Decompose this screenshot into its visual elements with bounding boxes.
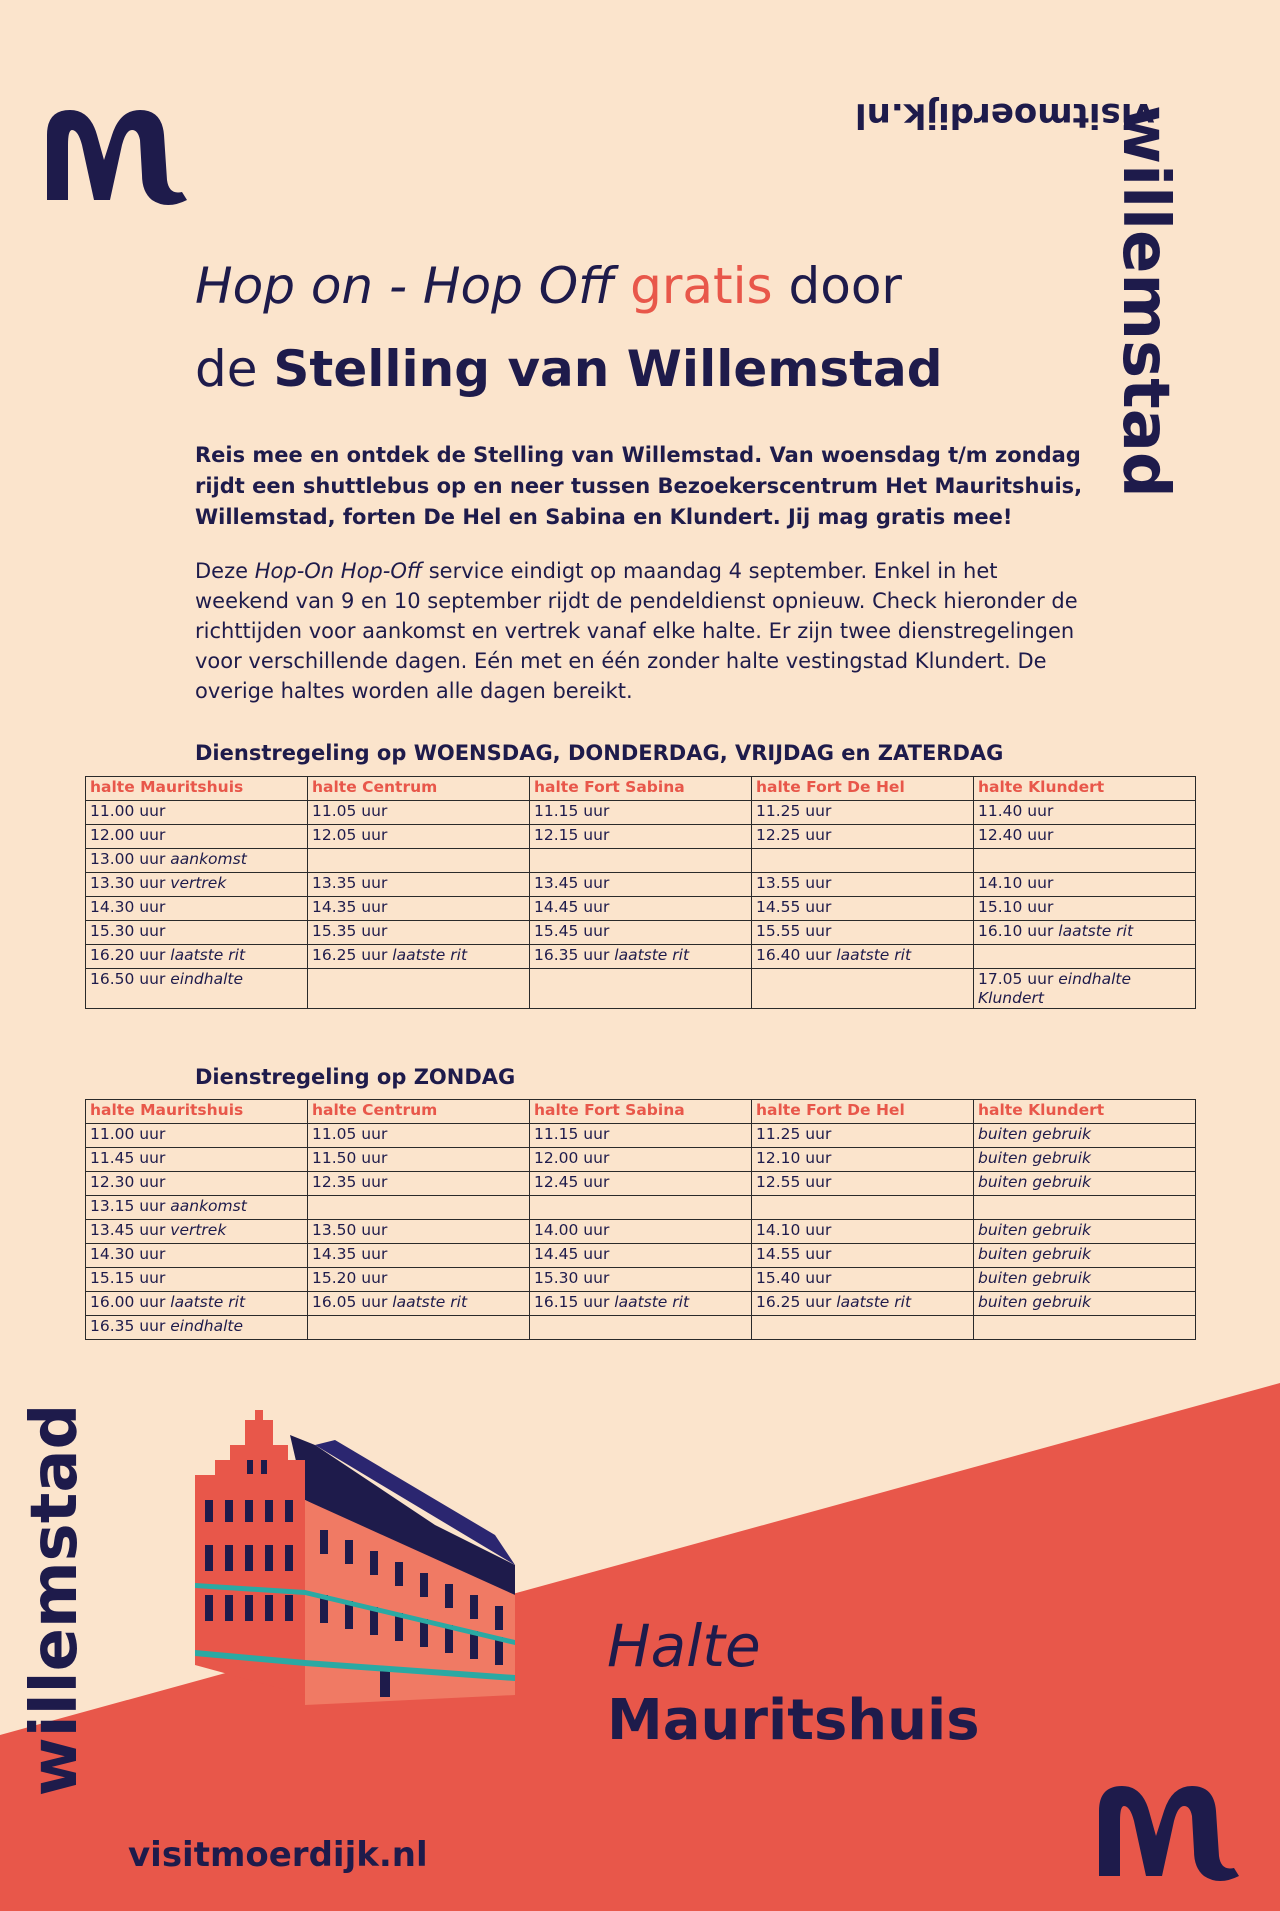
cell-time: 11.25 uur [756,1125,832,1143]
table-cell [974,1172,1196,1196]
table-cell [530,1148,752,1172]
table-cell [308,1172,530,1196]
table-cell [974,921,1196,945]
table-cell [752,801,974,825]
cell-time: 13.00 uur [90,850,166,868]
schedule-weekday-table [85,776,1196,1009]
table-cell [308,1220,530,1244]
cell-time: 13.45 uur [534,874,610,892]
table-cell [308,897,530,921]
cell-time: 11.05 uur [312,802,388,820]
table-cell [308,873,530,897]
table-row [86,1292,1196,1316]
cell-time: 11.40 uur [978,802,1054,820]
table-cell [86,825,308,849]
table-cell [86,897,308,921]
column-header: halte Mauritshuis [86,777,308,801]
cell-time: 15.40 uur [756,1269,832,1287]
cell-note: aankomst [170,1197,247,1215]
table-cell [530,1292,752,1316]
table-cell [86,1148,308,1172]
table-row [86,1268,1196,1292]
table-cell [752,1148,974,1172]
schedule-sunday-table [85,1099,1196,1340]
table-cell [86,1196,308,1220]
cell-time: 15.20 uur [312,1269,388,1287]
table-cell [86,1316,308,1340]
table-cell [752,1292,974,1316]
table-cell [752,921,974,945]
table-cell [752,969,974,1009]
schedule-weekday-title: Dienstregeling op WOENSDAG, DONDERDAG, VRIJDAG en ZATERDAG [195,741,1004,765]
cell-note: laatste rit [614,1293,690,1311]
table-cell [752,945,974,969]
table-cell [752,1172,974,1196]
cell-time: 15.30 uur [90,922,166,940]
table-cell [974,1316,1196,1340]
schedule-sunday-title: Dienstregeling op ZONDAG [195,1065,516,1089]
halte-name: Mauritshuis [607,1688,980,1753]
cell-note: vertrek [170,874,227,892]
table-cell [974,1124,1196,1148]
willemstad-vertical-right: willemstad [1108,105,1182,498]
cell-time: 16.35 uur [90,1317,166,1335]
cell-time: 15.15 uur [90,1269,166,1287]
cell-note: eindhalte [170,970,244,988]
table-row [86,825,1196,849]
table-row [86,1124,1196,1148]
table-cell [530,969,752,1009]
table-cell [752,1316,974,1340]
cell-time: 17.05 uur [978,970,1054,988]
cell-time: 14.10 uur [756,1221,832,1239]
mauritshuis-building-illustration [195,1405,525,1715]
cell-time: 11.00 uur [90,802,166,820]
table-cell [752,849,974,873]
cell-note: eindhalte Klundert [978,970,1132,1007]
cell-time: 16.35 uur [534,946,610,964]
table-cell [974,1196,1196,1220]
table-cell [752,897,974,921]
table-cell [530,825,752,849]
table-row [86,945,1196,969]
table-cell [530,945,752,969]
cell-note: laatste rit [614,946,690,964]
cell-note: buiten gebruik [978,1149,1092,1167]
table-header-row [86,1100,1196,1124]
halte-label: Halte [607,1612,761,1680]
table-cell [752,1244,974,1268]
page-title [195,245,943,411]
cell-time: 14.45 uur [534,898,610,916]
cell-note: aankomst [170,850,247,868]
cell-time: 13.30 uur [90,874,166,892]
cell-note: buiten gebruik [978,1221,1092,1239]
website-url-top[interactable]: visitmoerdijk.nl [855,95,1155,135]
table-cell [530,1220,752,1244]
table-cell [86,849,308,873]
table-row [86,849,1196,873]
table-cell [974,825,1196,849]
cell-time: 13.45 uur [90,1221,166,1239]
cell-time: 14.00 uur [534,1221,610,1239]
cell-time: 15.35 uur [312,922,388,940]
cell-time: 12.00 uur [534,1149,610,1167]
moerdijk-logo-icon [1094,1776,1244,1886]
table-cell [308,1268,530,1292]
cell-time: 16.05 uur [312,1293,388,1311]
table-row [86,969,1196,1009]
table-row [86,1172,1196,1196]
body-paragraph [195,556,1095,706]
cell-time: 14.10 uur [978,874,1054,892]
table-cell [974,969,1196,1009]
cell-time: 16.25 uur [312,946,388,964]
cell-time: 13.15 uur [90,1197,166,1215]
cell-time: 13.55 uur [756,874,832,892]
cell-time: 14.45 uur [534,1245,610,1263]
table-cell [974,873,1196,897]
column-header: halte Fort De Hel [752,777,974,801]
table-cell [86,921,308,945]
cell-time: 12.15 uur [534,826,610,844]
table-cell [974,897,1196,921]
body-part-a: Deze [195,559,249,583]
website-url-bottom[interactable]: visitmoerdijk.nl [128,1835,428,1875]
table-cell [308,969,530,1009]
cell-time: 16.20 uur [90,946,166,964]
cell-time: 11.00 uur [90,1125,166,1143]
cell-time: 13.35 uur [312,874,388,892]
table-cell [974,1244,1196,1268]
table-cell [974,849,1196,873]
title-stelling: Stelling van Willemstad [273,340,943,398]
cell-note: buiten gebruik [978,1125,1092,1143]
table-cell [974,1268,1196,1292]
cell-note: buiten gebruik [978,1173,1092,1191]
table-cell [530,1268,752,1292]
table-cell [752,1124,974,1148]
cell-time: 15.30 uur [534,1269,610,1287]
table-cell [530,1172,752,1196]
title-hop-on-hop-off: Hop on - Hop Off [195,257,615,315]
cell-time: 15.55 uur [756,922,832,940]
table-row [86,1316,1196,1340]
table-header-row [86,777,1196,801]
column-header: halte Klundert [974,777,1196,801]
cell-note: laatste rit [170,1293,246,1311]
cell-time: 12.25 uur [756,826,832,844]
cell-time: 12.00 uur [90,826,166,844]
cell-time: 12.05 uur [312,826,388,844]
cell-time: 12.55 uur [756,1173,832,1191]
table-row [86,921,1196,945]
cell-time: 14.55 uur [756,1245,832,1263]
table-cell [308,1292,530,1316]
cell-note: laatste rit [392,1293,468,1311]
willemstad-vertical-left: willemstad [18,1403,92,1797]
cell-time: 16.25 uur [756,1293,832,1311]
table-cell [308,1244,530,1268]
table-cell [530,1124,752,1148]
table-cell [974,1292,1196,1316]
title-de: de [195,340,258,398]
cell-time: 15.45 uur [534,922,610,940]
cell-note: laatste rit [170,946,246,964]
table-cell [974,1220,1196,1244]
table-row [86,1244,1196,1268]
table-cell [308,1148,530,1172]
table-cell [86,801,308,825]
cell-time: 12.45 uur [534,1173,610,1191]
cell-time: 11.05 uur [312,1125,388,1143]
table-cell [308,849,530,873]
cell-time: 16.10 uur [978,922,1054,940]
cell-time: 11.50 uur [312,1149,388,1167]
table-cell [752,1196,974,1220]
cell-time: 14.35 uur [312,898,388,916]
table-cell [308,1196,530,1220]
table-cell [86,1124,308,1148]
column-header: halte Fort De Hel [752,1100,974,1124]
cell-note: laatste rit [836,946,912,964]
cell-time: 14.35 uur [312,1245,388,1263]
cell-time: 11.25 uur [756,802,832,820]
table-cell [86,1172,308,1196]
table-cell [308,945,530,969]
table-cell [308,801,530,825]
table-row [86,1220,1196,1244]
intro-paragraph: Reis mee en ontdek de Stelling van Willemstad. Van woensdag t/m zondag rijdt een shuttlebus op en neer tussen Bezoekerscentrum Het Mauritshuis, Willemstad, forten De Hel en Sabina en Klundert. Jij mag gratis mee! [195,443,1083,529]
cell-note: laatste rit [836,1293,912,1311]
title-line-1 [195,245,943,328]
column-header: halte Fort Sabina [530,1100,752,1124]
table-cell [86,1220,308,1244]
cell-time: 14.30 uur [90,898,166,916]
cell-time: 12.30 uur [90,1173,166,1191]
table-row [86,897,1196,921]
cell-time: 16.00 uur [90,1293,166,1311]
cell-time: 12.40 uur [978,826,1054,844]
moerdijk-logo-icon [42,100,192,210]
table-cell [86,873,308,897]
cell-note: buiten gebruik [978,1269,1092,1287]
table-row [86,1148,1196,1172]
table-cell [974,945,1196,969]
cell-note: eindhalte [170,1317,244,1335]
title-door: door [788,257,902,315]
table-cell [530,801,752,825]
cell-note: vertrek [170,1221,227,1239]
cell-note: buiten gebruik [978,1293,1092,1311]
table-cell [308,1124,530,1148]
table-cell [86,969,308,1009]
column-header: halte Klundert [974,1100,1196,1124]
cell-time: 12.10 uur [756,1149,832,1167]
table-cell [752,1220,974,1244]
cell-time: 14.30 uur [90,1245,166,1263]
cell-time: 11.15 uur [534,802,610,820]
cell-time: 16.15 uur [534,1293,610,1311]
table-cell [530,921,752,945]
table-cell [530,873,752,897]
table-cell [86,1244,308,1268]
column-header: halte Mauritshuis [86,1100,308,1124]
table-cell [308,825,530,849]
table-cell [752,1268,974,1292]
cell-time: 11.15 uur [534,1125,610,1143]
cell-note: laatste rit [392,946,468,964]
column-header: halte Centrum [308,1100,530,1124]
cell-time: 14.55 uur [756,898,832,916]
table-cell [974,801,1196,825]
table-cell [974,1148,1196,1172]
cell-time: 13.50 uur [312,1221,388,1239]
table-cell [86,945,308,969]
body-hop-on-hop-off: Hop-On Hop-Off [254,559,423,583]
table-cell [530,1196,752,1220]
cell-note: laatste rit [1058,922,1134,940]
table-cell [752,825,974,849]
title-gratis: gratis [630,257,773,315]
column-header: halte Fort Sabina [530,777,752,801]
title-line-2 [195,328,943,411]
cell-time: 16.40 uur [756,946,832,964]
table-row [86,873,1196,897]
table-row [86,1196,1196,1220]
body-part-c: service eindigt op maandag 4 september. Enkel in het weekend van 9 en 10 september rijdt de pendeldienst opnieuw. Check hieronder de richttijden voor aankomst en vertrek vanaf elke halte. Er zijn twee dienstregelingen voor verschillende dagen. Eén met en één zonder halte vestingstad Klundert. De overige haltes worden alle dagen bereikt. [195,559,1078,703]
table-row [86,801,1196,825]
cell-time: 15.10 uur [978,898,1054,916]
cell-note: buiten gebruik [978,1245,1092,1263]
table-cell [530,897,752,921]
cell-time: 16.50 uur [90,970,166,988]
table-cell [308,1316,530,1340]
table-cell [308,921,530,945]
table-cell [86,1268,308,1292]
table-cell [86,1292,308,1316]
table-cell [530,849,752,873]
cell-time: 11.45 uur [90,1149,166,1167]
table-cell [530,1244,752,1268]
table-cell [530,1316,752,1340]
cell-time: 12.35 uur [312,1173,388,1191]
column-header: halte Centrum [308,777,530,801]
table-cell [752,873,974,897]
